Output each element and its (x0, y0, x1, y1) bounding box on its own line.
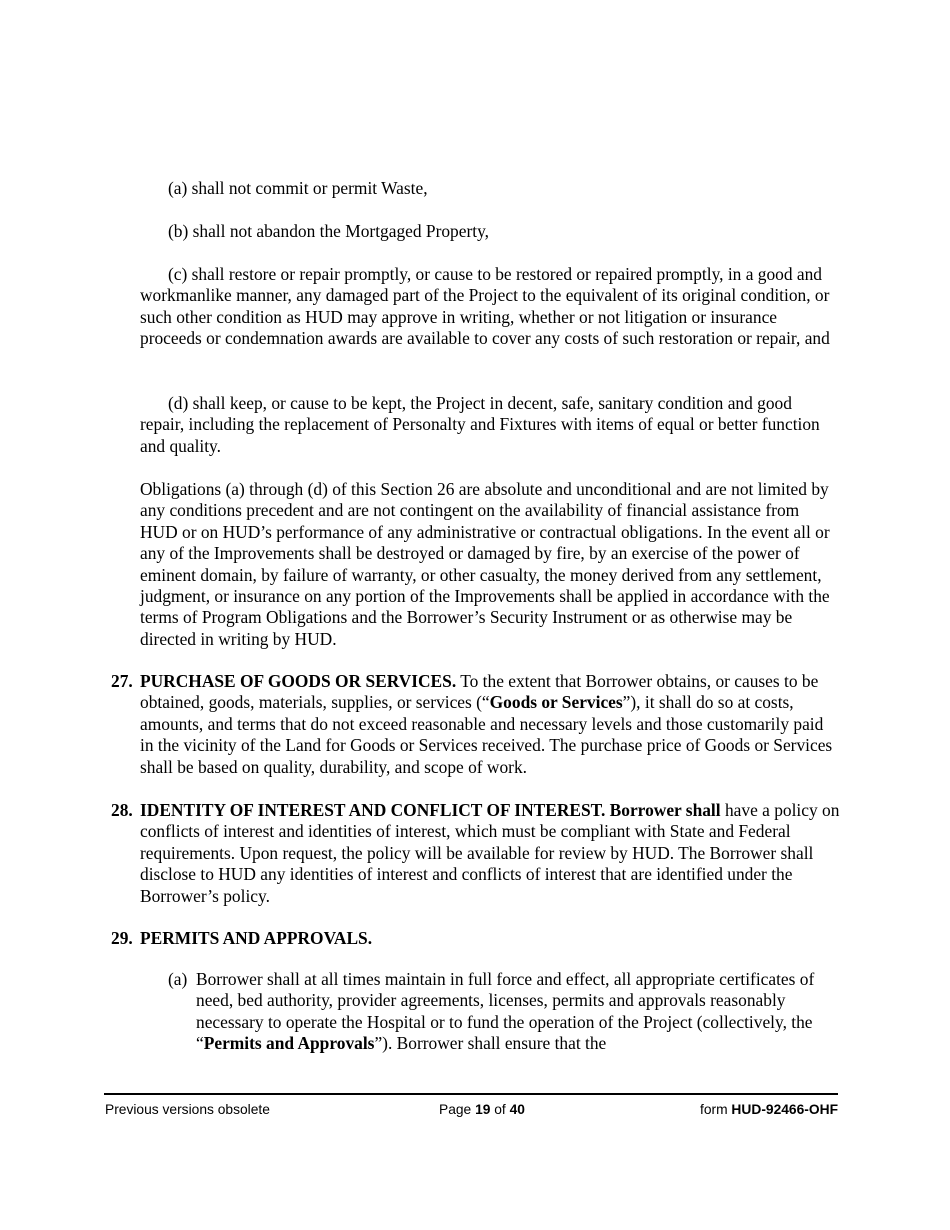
section-27-text-1: To the extent that Borrower obtains, or causes to be obtained, goods, materials, supplies, or services (“ (140, 671, 819, 713)
footer-form-id: HUD-92466-OHF (731, 1102, 838, 1117)
section-29a-text-1: Borrower shall at all times maintain in full force and effect, all appropriate certificates of need, bed authority, provider agreements, licenses, permits and approvals reasonably necessary to operate the Hospital or to fund the operation of the Project (collectively, the “ (196, 969, 815, 1054)
section-27-defined-term: Goods or Services (489, 692, 623, 713)
section-29a-text-2: ”). Borrower shall ensure that the (374, 1033, 607, 1054)
section-29a-paragraph (196, 969, 841, 1055)
footer-form (700, 1102, 838, 1118)
clause-a: (a) shall not commit or permit Waste, (168, 178, 428, 198)
footer-rule (104, 1093, 838, 1095)
clause-c: (c) shall restore or repair promptly, or cause to be restored or repaired promptly, in a good and workmanlike manner, any damaged part of the Project to the equivalent of its original condition, or such other condition as HUD may approve in writing, whether or not litigation or insurance proceeds or condemnation awards are available to cover any costs of such restoration or repair, and (140, 264, 830, 349)
clause-b: (b) shall not abandon the Mortgaged Property, (168, 221, 490, 241)
section-28-number: 28. (111, 800, 133, 820)
section-27-paragraph (140, 671, 840, 778)
footer-left: Previous versions obsolete (105, 1102, 270, 1117)
clause-d: (d) shall keep, or cause to be kept, the Project in decent, safe, sanitary condition and good repair, including the replacement of Personalty and Fixtures with items of equal or better function and quality. (140, 393, 820, 456)
footer-page-number (439, 1102, 525, 1118)
section-28-paragraph (140, 800, 840, 907)
section-27-text-2: ”), it shall do so at costs, amounts, and terms that do not exceed reasonable and necessary levels and those customarily paid in the vicinity of the Land for Goods or Services received. The purchase price of Goods or Services shall be based on quality, durability, and scope of work. (140, 692, 833, 777)
footer-page-of: of (490, 1102, 510, 1117)
section-29a-defined-term: Permits and Approvals (203, 1033, 375, 1054)
section-29a-label: (a) (168, 969, 188, 989)
footer-form-prefix: form (699, 1102, 732, 1117)
section-29-number: 29. (111, 928, 133, 948)
obligations-paragraph: Obligations (a) through (d) of this Section 26 are absolute and unconditional and are not limited by any conditions precedent and are not contingent on the availability of financial assistance from HUD or on HUD’s performance of any administrative or contractual obligations. In the event all or any of the Improvements shall be destroyed or damaged by fire, by an exercise of the power of eminent domain, by failure of warranty, or other casualty, the money derived from any settlement, judgment, or insurance on any portion of the Improvements shall be applied in accordance with the terms of Program Obligations and the Borrower’s Security Instrument or as otherwise may be directed in writing by HUD. (140, 479, 830, 649)
section-29-heading-line (140, 928, 840, 949)
footer-page-prefix: Page (439, 1102, 476, 1117)
footer-page-current: 19 (475, 1102, 491, 1117)
section-27-heading: PURCHASE OF GOODS OR SERVICES. (140, 671, 457, 691)
section-29-heading: PERMITS AND APPROVALS. (140, 928, 373, 948)
footer-page-total: 40 (509, 1102, 525, 1117)
section-28-heading: IDENTITY OF INTEREST AND CONFLICT OF INTEREST. Borrower shall (140, 800, 721, 820)
section-27-number: 27. (111, 671, 133, 691)
section-28-text: have a policy on conflicts of interest and identities of interest, which must be compliant with State and Federal requirements. Upon request, the policy will be available for review by HUD. The Borrower shall disclose to HUD any identities of interest and conflicts of interest that are identified under the Borrower’s policy. (140, 800, 840, 906)
